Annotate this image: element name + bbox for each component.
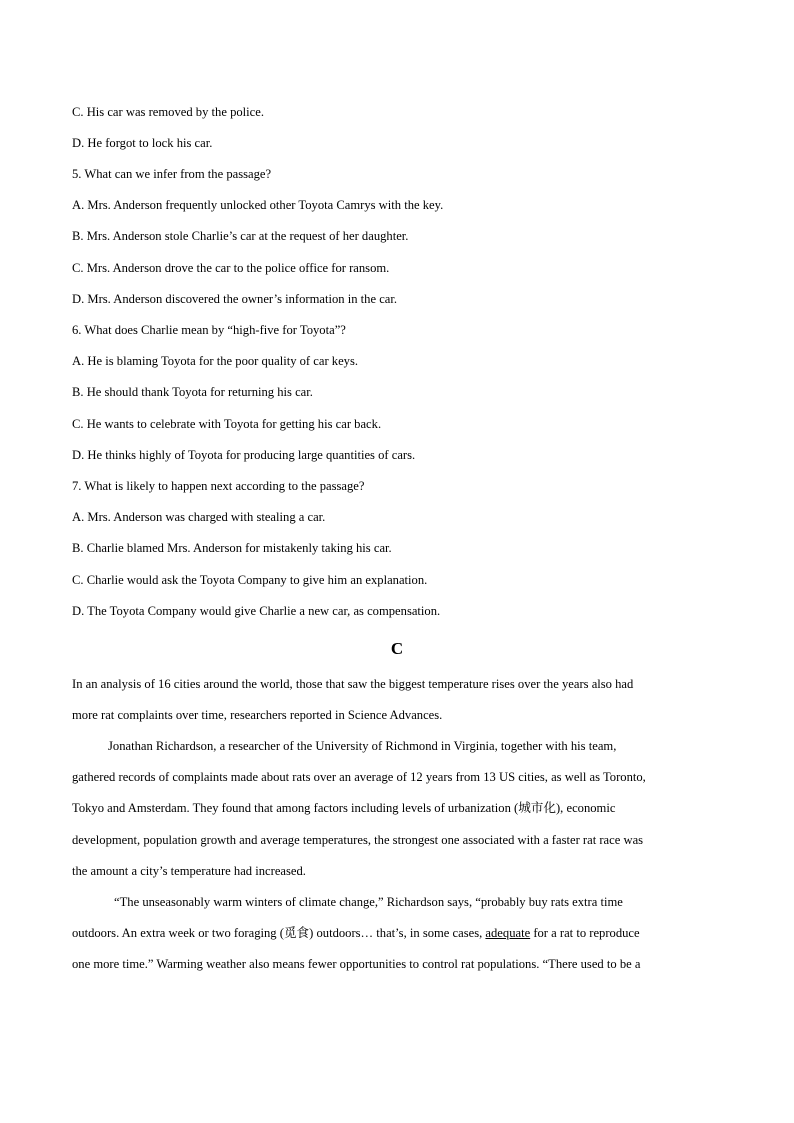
- paragraph-line: development, population growth and average temperatures, the strongest one associated with a faster rat race was: [72, 833, 644, 847]
- paragraph-line: the amount a city’s temperature had increased.: [72, 864, 306, 878]
- paragraph-line: [72, 925, 732, 941]
- paragraph-line: Jonathan Richardson, a researcher of the University of Richmond in Virginia, together with his team,: [108, 739, 617, 753]
- q4-option-d: D. He forgot to lock his car.: [72, 136, 213, 150]
- q6-option-c: C. He wants to celebrate with Toyota for getting his car back.: [72, 417, 382, 431]
- underlined-word: adequate: [485, 926, 531, 940]
- q6-option-a: A. He is blaming Toyota for the poor quality of car keys.: [72, 354, 359, 368]
- q5-option-b: B. Mrs. Anderson stole Charlie’s car at the request of her daughter.: [72, 229, 409, 243]
- q7-option-a: A. Mrs. Anderson was charged with stealing a car.: [72, 510, 326, 524]
- paragraph-text: for a rat to reproduce: [530, 926, 640, 940]
- q5-option-d: D. Mrs. Anderson discovered the owner’s information in the car.: [72, 292, 398, 306]
- paragraph-line: one more time.” Warming weather also means fewer opportunities to control rat populations. “There used to be a: [72, 957, 641, 971]
- q6-option-d: D. He thinks highly of Toyota for producing large quantities of cars.: [72, 448, 416, 462]
- paragraph-line: Tokyo and Amsterdam. They found that among factors including levels of urbanization (城市化), economic: [72, 801, 616, 815]
- paragraph-text: outdoors. An extra week or two foraging (觅食) outdoors… that’s, in some cases,: [72, 926, 486, 940]
- q5-option-a: A. Mrs. Anderson frequently unlocked other Toyota Camrys with the key.: [72, 198, 444, 212]
- paragraph-line: In an analysis of 16 cities around the world, those that saw the biggest temperature rises over the years also had: [72, 677, 634, 691]
- q5-question: 5. What can we infer from the passage?: [72, 167, 272, 181]
- paragraph-line: gathered records of complaints made about rats over an average of 12 years from 13 US cities, as well as Toronto,: [72, 770, 646, 784]
- q7-question: 7. What is likely to happen next according to the passage?: [72, 479, 365, 493]
- q6-option-b: B. He should thank Toyota for returning his car.: [72, 385, 313, 399]
- q5-option-c: C. Mrs. Anderson drove the car to the police office for ransom.: [72, 261, 390, 275]
- q4-option-c: C. His car was removed by the police.: [72, 105, 264, 119]
- paragraph-line: “The unseasonably warm winters of climate change,” Richardson says, “probably buy rats extra time: [114, 895, 623, 909]
- paragraph-line: more rat complaints over time, researchers reported in Science Advances.: [72, 708, 443, 722]
- q7-option-c: C. Charlie would ask the Toyota Company to give him an explanation.: [72, 573, 428, 587]
- q7-option-b: B. Charlie blamed Mrs. Anderson for mistakenly taking his car.: [72, 541, 392, 555]
- q7-option-d: D. The Toyota Company would give Charlie a new car, as compensation.: [72, 604, 441, 618]
- section-heading: C: [390, 639, 404, 658]
- q6-question: 6. What does Charlie mean by “high-five for Toyota”?: [72, 323, 346, 337]
